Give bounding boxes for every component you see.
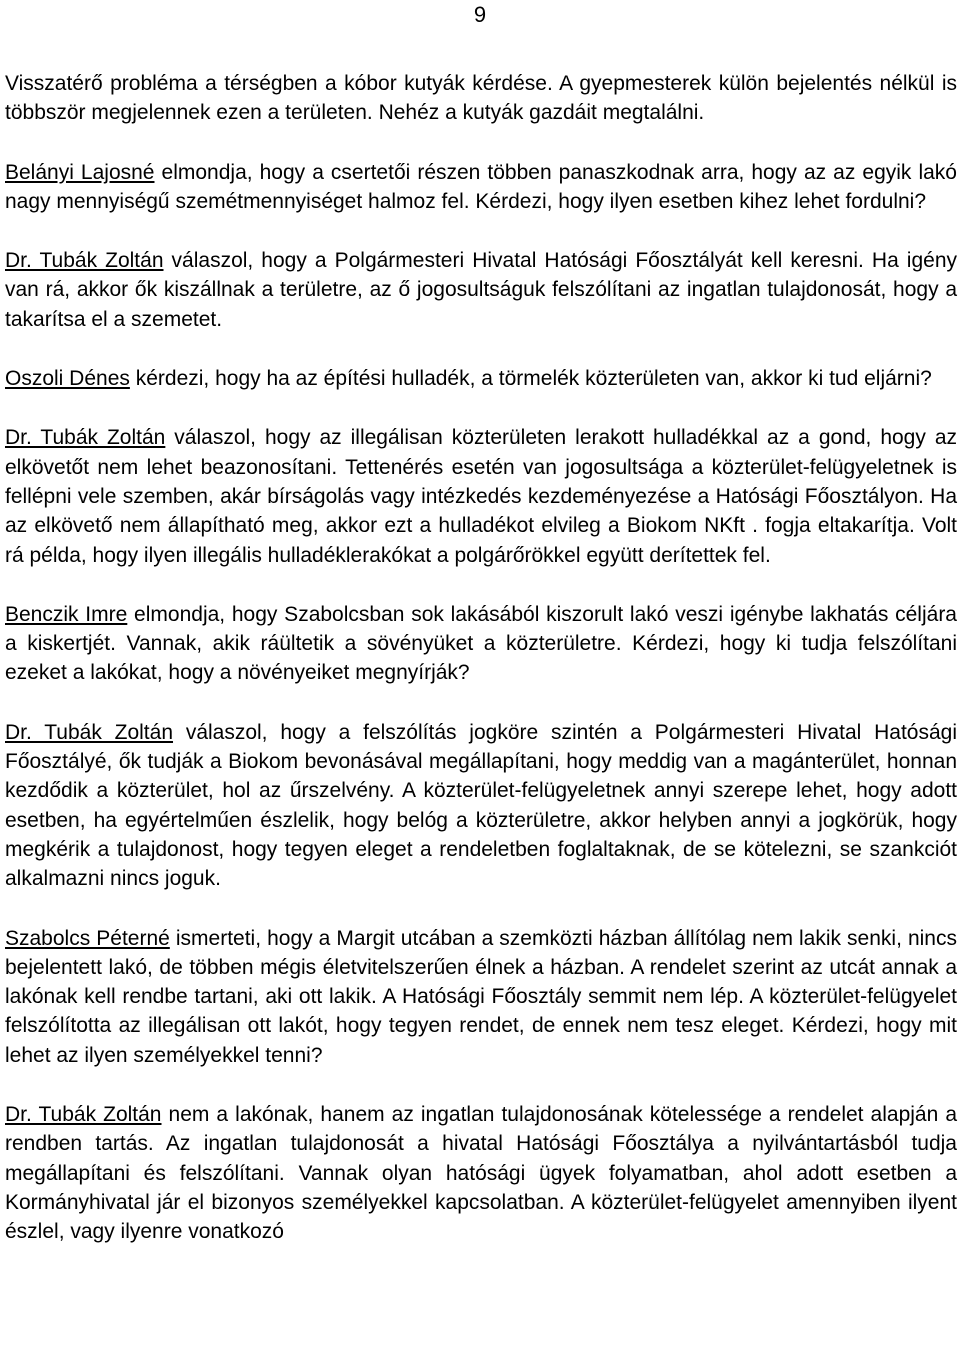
paragraph-benczik [5, 600, 957, 688]
paragraph-text: nem a lakónak, hanem az ingatlan tulajdonosának kötelessége a rendelet alapján a rendben tartás. Az ingatlan tulajdonosát a hivatal Hatósági Főosztálya a nyilvántartásból tudja megállapítani és felszólítani. Vannak olyan hatósági ügyek folyamatban, ahol adott esetben a Kormányhivatal jár el bizonyos személyekkel kapcsolatban. A közterület-felügyelet amennyiben ilyent észlel, vagy ilyenre vonatkozó [5, 1103, 958, 1244]
speaker-name: Dr. Tubák Zoltán [5, 249, 164, 273]
paragraph-text: Visszatérő probléma a térségben a kóbor kutyák kérdése. A gyepmesterek külön bejelentés nélkül is többször megjelennek ezen a területen. Nehéz a kutyák gazdáit megtalálni. [5, 72, 957, 125]
paragraph-tubak-4 [5, 1100, 957, 1246]
paragraph-text: válaszol, hogy az illegálisan közterületen lerakott hulladékkal az a gond, hogy az elkövetőt nem lehet beazonosítani. Tettenérés esetén van jogosultsága a közterület-felügyeletnek is fellépni vele szemben, akár bírságolás vagy intézkedés kezdeményezése a Hatósági Főosztályon. Ha az elkövető nem állapítható meg, akkor ezt a hulladékot elvileg a Biokom NKft . fogja eltakarítja. Volt rá példa, hogy ilyen illegális hulladéklerakókat a polgárőrökkel együtt derítettek fel. [5, 426, 958, 567]
paragraph-text: válaszol, hogy a felszólítás jogköre szintén a Polgármesteri Hivatal Hatósági Főosztályé, ők tudják a Biokom bevonásával megállapítani, hogy meddig van a magánterület, honnan kezdődik a közterület, hol az űrszelvény. A közterület-felügyeletnek annyi szerepe lehet, hogy adott esetben, ha egyértelműen észlelik, hogy belóg a közterületre, akkor helyben annyi a jogkörük, hogy megkérik a tulajdonost, hogy tegyen eleget a rendeletben foglaltaknak, de se kötelezni, se szankciót alkalmazni nincs joguk. [5, 720, 957, 891]
paragraph-belanyi [5, 158, 957, 217]
paragraph-tubak-1 [5, 246, 957, 334]
paragraph-text: kérdezi, hogy ha az építési hulladék, a törmelék közterületen van, akkor ki tud eljárni? [129, 367, 932, 391]
speaker-name: Dr. Tubák Zoltán [5, 426, 166, 450]
paragraph-oszoli [5, 364, 957, 393]
speaker-name: Oszoli Dénes [5, 367, 130, 391]
paragraph-text: elmondja, hogy Szabolcsban sok lakásából kiszorult lakó veszi igénybe lakhatás céljára a kiskertjét. Vannak, akik ráültetik a sövényüket a közterületre. Kérdezi, hogy ki tudja felszólítani ezeket a lakókat, hogy a növényeiket megnyírják? [5, 602, 957, 685]
speaker-name: Benczik Imre [5, 602, 128, 626]
paragraph-tubak-3 [5, 718, 957, 894]
speaker-name: Dr. Tubák Zoltán [5, 1103, 162, 1127]
speaker-name: Belányi Lajosné [5, 160, 155, 184]
speaker-name: Dr. Tubák Zoltán [5, 720, 174, 744]
paragraph-text: elmondja, hogy a csertetői részen többen panaszkodnak arra, hogy az az egyik lakó nagy mennyiségű szemétmennyiséget halmoz fel. Kérdezi, hogy ilyen esetben kihez lehet fordulni? [5, 160, 957, 213]
speaker-name: Szabolcs Péterné [5, 926, 170, 950]
paragraph-stray-dogs [5, 69, 957, 128]
paragraph-text: ismerteti, hogy a Margit utcában a szemközti házban állítólag nem lakik senki, nincs bejelentett lakó, de többen mégis életvitelszerűen élnek a házban. A rendelet szerint az utcát annak a lakónak kell rendbe tartani, aki ott lakik. A Hatósági Főosztály semmit nem lép. A közterület-felügyelet felszólította az illegálisan ott lakót, hogy tegyen rendet, de ennek nem tesz eleget. Kérdezi, hogy mit lehet az ilyen személyekkel tenni? [5, 926, 957, 1067]
document-body [5, 69, 957, 1247]
paragraph-tubak-2 [5, 423, 957, 569]
paragraph-szabolcs [5, 924, 957, 1070]
paragraph-text: válaszol, hogy a Polgármesteri Hivatal Hatósági Főosztályát kell keresni. Ha igény van rá, akkor ők kiszállnak a területre, az ő jogosultságuk felszólítani az ingatlan tulajdonosát, hogy a takarítsa el a szemetet. [5, 249, 958, 331]
page-number: 9 [473, 2, 487, 27]
